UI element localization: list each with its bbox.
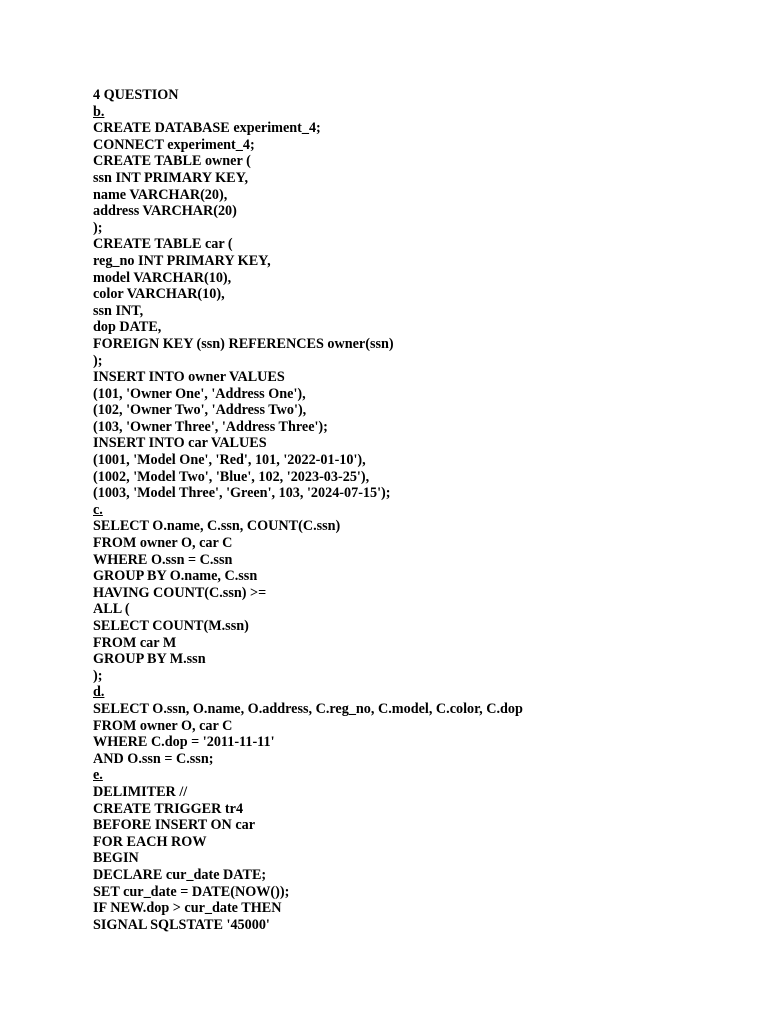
- code-line: HAVING COUNT(C.ssn) >=: [93, 584, 267, 601]
- code-line: (1002, 'Model Two', 'Blue', 102, '2023-03-25'),: [93, 468, 370, 485]
- code-line: FROM owner O, car C: [93, 717, 233, 734]
- code-line: reg_no INT PRIMARY KEY,: [93, 252, 271, 269]
- code-line: SELECT COUNT(M.ssn): [93, 618, 249, 634]
- code-line: );: [93, 219, 103, 236]
- code-line: (102, 'Owner Two', 'Address Two'),: [93, 402, 307, 419]
- code-line: WHERE O.ssn = C.ssn: [93, 551, 233, 568]
- code-line: (1001, 'Model One', 'Red', 101, '2022-01-10'),: [93, 452, 366, 469]
- code-line: SET cur_date = DATE(NOW());: [93, 883, 290, 900]
- code-line: AND O.ssn = C.ssn;: [93, 750, 214, 767]
- document-title: 4 QUESTION: [93, 87, 179, 103]
- code-line: dop DATE,: [93, 319, 162, 336]
- code-line: IF NEW.dop > cur_date THEN: [93, 900, 282, 917]
- section-heading: d.: [93, 684, 105, 701]
- code-line: (103, 'Owner Three', 'Address Three');: [93, 418, 328, 435]
- document-body: [93, 87, 753, 933]
- code-line: DECLARE cur_date DATE;: [93, 866, 267, 883]
- code-line: BEGIN: [93, 850, 139, 867]
- code-line: SELECT O.ssn, O.name, O.address, C.reg_no, C.model, C.color, C.dop: [93, 700, 523, 717]
- code-line: color VARCHAR(10),: [93, 286, 225, 303]
- code-line: DELIMITER //: [93, 783, 188, 800]
- section-heading: c.: [93, 501, 103, 518]
- code-line: FOR EACH ROW: [93, 833, 207, 850]
- code-line: INSERT INTO car VALUES: [93, 435, 267, 452]
- code-line: model VARCHAR(10),: [93, 269, 232, 286]
- code-line: FOREIGN KEY (ssn) REFERENCES owner(ssn): [93, 335, 394, 352]
- code-line: BEFORE INSERT ON car: [93, 817, 256, 834]
- code-line: GROUP BY M.ssn: [93, 651, 206, 668]
- code-line: (1003, 'Model Three', 'Green', 103, '2024-07-15');: [93, 485, 391, 502]
- code-line: CREATE TRIGGER tr4: [93, 800, 244, 817]
- code-line: CREATE TABLE owner (: [93, 153, 251, 170]
- code-line: ssn INT,: [93, 302, 144, 319]
- code-line: SIGNAL SQLSTATE '45000': [93, 916, 270, 933]
- code-line: WHERE C.dop = '2011-11-11': [93, 734, 275, 751]
- code-line: FROM car M: [93, 634, 177, 651]
- code-line: name VARCHAR(20),: [93, 186, 228, 203]
- code-line: FROM owner O, car C: [93, 535, 233, 552]
- code-line: CONNECT experiment_4;: [93, 136, 255, 153]
- code-line: GROUP BY O.name, C.ssn: [93, 568, 258, 585]
- code-line: ssn INT PRIMARY KEY,: [93, 169, 249, 186]
- section-heading: e.: [93, 767, 103, 784]
- code-line: CREATE TABLE car (: [93, 236, 233, 253]
- code-line: ALL (: [93, 601, 130, 618]
- section-heading: b.: [93, 103, 105, 120]
- code-line: address VARCHAR(20): [93, 203, 237, 220]
- code-line: SELECT O.name, C.ssn, COUNT(C.ssn): [93, 518, 341, 535]
- code-line: CREATE DATABASE experiment_4;: [93, 120, 321, 137]
- code-line: INSERT INTO owner VALUES: [93, 369, 285, 386]
- code-line: );: [93, 352, 103, 369]
- code-line: );: [93, 667, 103, 684]
- code-line: (101, 'Owner One', 'Address One'),: [93, 385, 306, 402]
